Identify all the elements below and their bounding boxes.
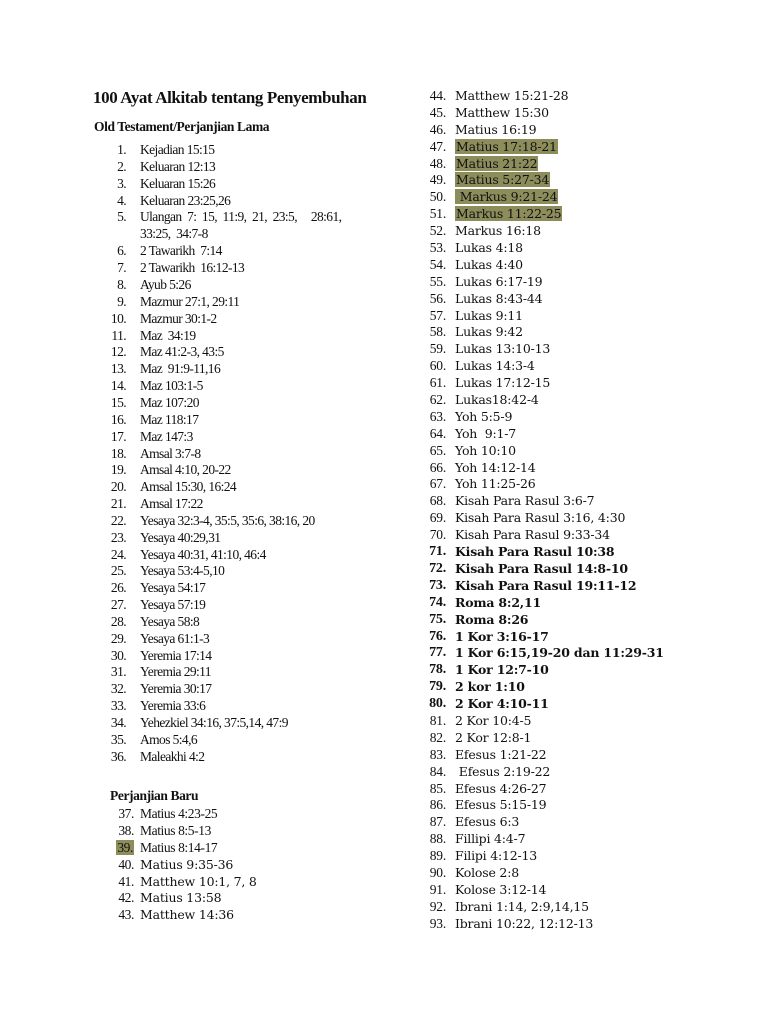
verse-reference: Yeremia 30:17: [140, 681, 212, 697]
item-number: 90.: [429, 864, 446, 880]
item-number: 20.: [110, 479, 126, 495]
old-testament-heading: Old Testament/Perjanjian Lama: [94, 119, 270, 134]
item-number: 74.: [429, 594, 446, 610]
verse-reference: Maz 147:3: [140, 428, 193, 444]
verse-reference: Lukas18:42-4: [455, 392, 539, 408]
item-number: 31.: [110, 664, 126, 680]
item-number: 9.: [117, 293, 126, 309]
verse-reference: Efesus 2:19-22: [455, 763, 551, 779]
item-number: 65.: [429, 442, 446, 458]
verse-reference: Markus 16:18: [455, 223, 541, 239]
verse-reference: Kisah Para Rasul 9:33-34: [455, 527, 610, 543]
verse-reference: Matthew 15:21-28: [455, 88, 569, 103]
verse-reference: Yesaya 57:19: [140, 597, 206, 613]
verse-reference: Lukas 4:18: [455, 240, 523, 256]
item-number: 11.: [111, 327, 126, 343]
verse-reference: Amos 5:4,6: [140, 731, 198, 747]
item-number: 58.: [429, 324, 446, 340]
item-number: 91.: [429, 881, 446, 897]
verse-reference: Mazmur 27:1, 29:11: [140, 293, 240, 309]
verse-reference: 1 Kor 6:15,19-20 dan 11:29-31: [455, 645, 664, 661]
verse-reference: Maz 118:17: [140, 411, 199, 427]
verse-reference: Yeremia 33:6: [140, 698, 206, 714]
verse-reference: 2 Kor 10:4-5: [455, 712, 532, 728]
item-number: 8.: [117, 277, 126, 293]
item-number: 6.: [117, 243, 126, 259]
verse-reference: 2 Tawarikh 16:12-13: [140, 260, 245, 276]
verse-reference: Matius 13:58: [140, 890, 222, 906]
item-number: 14.: [110, 378, 126, 394]
verse-reference: Maz 41:2-3, 43:5: [140, 344, 224, 360]
item-number: 17.: [110, 428, 126, 444]
item-number: 28.: [110, 613, 126, 629]
item-number: 34.: [110, 715, 126, 730]
verse-reference: Efesus 5:15-19: [455, 797, 547, 813]
verse-reference: Matius 4:23-25: [140, 806, 218, 821]
verse-reference: Lukas 17:12-15: [455, 375, 551, 391]
verse-reference: Matius 17:18-21: [456, 138, 557, 154]
new-testament-heading: Perjanjian Baru: [110, 788, 199, 803]
item-number: 51.: [429, 206, 446, 222]
verse-reference: Efesus 4:26-27: [455, 780, 547, 796]
item-number: 75.: [429, 611, 446, 627]
item-number: 83.: [429, 746, 446, 762]
verse-reference: Efesus 1:21-22: [455, 746, 547, 762]
item-number: 24.: [110, 546, 126, 562]
item-number: 15.: [110, 394, 126, 410]
verse-reference: Maleakhi 4:2: [140, 748, 205, 764]
verse-reference: Keluaran 15:26: [140, 175, 216, 191]
item-number: 29.: [110, 630, 126, 646]
item-number: 7.: [117, 260, 126, 276]
verse-reference: Lukas 8:43-44: [455, 290, 543, 306]
item-number: 13.: [110, 361, 126, 377]
verse-reference: Amsal 15:30, 16:24: [140, 479, 237, 495]
verse-reference: Matius 8:14-17: [140, 839, 218, 855]
item-number: 69.: [429, 510, 446, 526]
verse-reference: Maz 34:19: [140, 327, 196, 343]
item-number: 73.: [429, 577, 446, 593]
verse-reference: Lukas 9:11: [455, 307, 523, 323]
item-number: 57.: [429, 307, 446, 323]
item-number: 35.: [110, 731, 126, 747]
item-number: 40.: [118, 856, 134, 872]
verse-reference: Markus 9:21-24: [456, 189, 558, 205]
verse-reference: 1 Kor 12:7-10: [455, 662, 549, 678]
verse-reference: Amsal 17:22: [140, 496, 203, 512]
verse-reference: Yeremia 29:11: [140, 664, 211, 680]
verse-reference: Matthew 10:1, 7, 8: [140, 873, 257, 889]
verse-reference: Lukas 6:17-19: [455, 273, 543, 289]
item-number: 43.: [118, 907, 134, 923]
item-number: 68.: [429, 493, 446, 509]
item-number: 46.: [429, 121, 446, 137]
item-number: 4.: [117, 192, 126, 208]
item-number: 92.: [429, 898, 446, 914]
item-number: 89.: [429, 848, 446, 864]
item-number: 39.: [117, 839, 133, 855]
verse-reference: Ulangan 7: 15, 11:9, 21, 23:5, 28:61,: [140, 209, 342, 225]
verse-reference: Lukas 9:42: [455, 324, 523, 340]
item-number: 93.: [429, 915, 446, 931]
item-number: 66.: [429, 459, 446, 475]
item-number: 41.: [118, 873, 134, 889]
verse-reference: Mazmur 30:1-2: [140, 310, 217, 326]
verse-reference: 1 Kor 3:16-17: [455, 628, 549, 644]
verse-reference: Lukas 4:40: [455, 256, 523, 272]
verse-reference: Amsal 3:7-8: [140, 445, 201, 461]
verse-reference: Keluaran 23:25,26: [140, 192, 231, 208]
verse-reference: Filipi 4:12-13: [455, 848, 538, 864]
item-number: 26.: [110, 580, 126, 596]
item-number: 71.: [429, 544, 446, 560]
verse-reference: Ibrani 10:22, 12:12-13: [455, 915, 594, 931]
verse-reference: Kisah Para Rasul 19:11-12: [455, 577, 637, 593]
verse-reference: Matthew 15:30: [455, 104, 549, 120]
verse-reference: Yesaya 58:8: [140, 613, 200, 629]
item-number: 3.: [117, 175, 126, 191]
verse-reference: Fillipi 4:4-7: [455, 831, 526, 847]
verse-reference: Matius 9:35-36: [140, 856, 234, 872]
item-number: 49.: [429, 172, 446, 188]
item-number: 18.: [110, 445, 126, 461]
item-number: 87.: [429, 814, 446, 830]
item-number: 36.: [110, 748, 126, 764]
item-number: 55.: [429, 273, 446, 289]
verse-reference: Yesaya 40:31, 41:10, 46:4: [140, 546, 266, 562]
verse-reference: Lukas 13:10-13: [455, 341, 551, 357]
item-number: 80.: [429, 696, 446, 712]
verse-reference: Kisah Para Rasul 3:16, 4:30: [455, 510, 626, 526]
item-number: 19.: [110, 462, 126, 478]
item-number: 63.: [429, 408, 446, 424]
verse-reference-continued: 33:25, 34:7-8: [140, 226, 208, 242]
verse-reference: Yesaya 32:3-4, 35:5, 35:6, 38:16, 20: [140, 512, 315, 528]
item-number: 86.: [429, 797, 446, 813]
verse-reference: Maz 103:1-5: [140, 378, 203, 394]
item-number: 16.: [110, 411, 126, 427]
item-number: 88.: [429, 831, 446, 847]
document-title: 100 Ayat Alkitab tentang Penyembuhan: [93, 88, 367, 107]
verse-reference: Kisah Para Rasul 14:8-10: [455, 560, 628, 576]
verse-reference: Yesaya 54:17: [140, 580, 206, 596]
item-number: 76.: [429, 628, 446, 644]
verse-reference: Yoh 9:1-7: [455, 425, 516, 441]
verse-reference: Roma 8:26: [455, 611, 529, 627]
verse-reference: Yehezkiel 34:16, 37:5,14, 47:9: [140, 715, 288, 730]
verse-reference: Kisah Para Rasul 3:6-7: [455, 493, 595, 509]
verse-reference: Amsal 4:10, 20-22: [140, 462, 231, 478]
item-number: 45.: [429, 104, 446, 120]
verse-reference: 2 Kor 12:8-1: [455, 729, 532, 745]
verse-reference: Yeremia 17:14: [140, 647, 212, 663]
verse-reference: Matius 5:27-34: [456, 172, 550, 188]
verse-reference: Kolose 3:12-14: [455, 881, 547, 897]
verse-reference: Kolose 2:8: [455, 864, 519, 880]
verse-reference: Keluaran 12:13: [140, 158, 216, 174]
item-number: 2.: [117, 158, 126, 174]
item-number: 62.: [429, 392, 446, 408]
verse-reference: Matthew 14:36: [140, 907, 234, 923]
item-number: 72.: [429, 560, 446, 576]
item-number: 79.: [429, 679, 446, 695]
verse-reference: Matius 16:19: [455, 121, 537, 137]
item-number: 54.: [429, 256, 446, 272]
item-number: 85.: [429, 780, 446, 796]
verse-reference: Ibrani 1:14, 2:9,14,15: [455, 898, 589, 914]
item-number: 53.: [429, 240, 446, 256]
item-number: 50.: [429, 189, 446, 205]
verse-reference: Markus 11:22-25: [456, 206, 562, 222]
item-number: 52.: [429, 223, 446, 239]
item-number: 12.: [110, 344, 126, 360]
verse-reference: 2 kor 1:10: [455, 679, 525, 695]
item-number: 70.: [429, 527, 446, 543]
item-number: 32.: [110, 681, 126, 697]
item-number: 37.: [118, 806, 134, 821]
item-number: 38.: [118, 822, 134, 838]
item-number: 56.: [429, 290, 446, 306]
item-number: 30.: [110, 647, 126, 663]
item-number: 42.: [118, 890, 134, 906]
item-number: 1.: [117, 142, 126, 157]
verse-reference: Yesaya 40:29,31: [140, 529, 221, 545]
verse-reference: Efesus 6:3: [455, 814, 520, 830]
verse-reference: 2 Tawarikh 7:14: [140, 243, 222, 259]
verse-reference: Yesaya 53:4-5,10: [140, 563, 225, 579]
item-number: 33.: [110, 698, 126, 714]
verse-reference: Kisah Para Rasul 10:38: [455, 544, 615, 560]
verse-reference: Ayub 5:26: [140, 277, 191, 293]
item-number: 60.: [429, 358, 446, 374]
verse-reference: Maz 107:20: [140, 394, 199, 410]
item-number: 27.: [110, 597, 126, 613]
verse-reference: Yoh 10:10: [455, 442, 516, 458]
item-number: 48.: [429, 155, 446, 171]
item-number: 44.: [429, 88, 446, 103]
item-number: 81.: [429, 712, 446, 728]
item-number: 47.: [429, 138, 446, 154]
verse-reference: Roma 8:2,11: [455, 594, 541, 610]
verse-reference: Lukas 14:3-4: [455, 358, 535, 374]
item-number: 77.: [429, 645, 446, 661]
item-number: 84.: [429, 763, 446, 779]
verse-reference: Yoh 11:25-26: [455, 476, 536, 492]
item-number: 22.: [110, 512, 126, 528]
item-number: 64.: [429, 425, 446, 441]
verse-reference: Matius 8:5-13: [140, 822, 211, 838]
item-number: 25.: [110, 563, 126, 579]
verse-reference: 2 Kor 4:10-11: [455, 696, 549, 712]
item-number: 82.: [429, 729, 446, 745]
item-number: 59.: [429, 341, 446, 357]
item-number: 23.: [110, 529, 126, 545]
item-number: 78.: [429, 662, 446, 678]
item-number: 21.: [110, 496, 126, 512]
verse-reference: Yoh 14:12-14: [455, 459, 536, 475]
verse-reference: Yoh 5:5-9: [455, 408, 513, 424]
item-number: 67.: [429, 476, 446, 492]
verse-reference: Yesaya 61:1-3: [140, 630, 210, 646]
item-number: 61.: [429, 375, 446, 391]
verse-reference: Kejadian 15:15: [140, 142, 215, 157]
verse-reference: Matius 21:22: [456, 155, 538, 171]
item-number: 10.: [110, 310, 126, 326]
verse-reference: Maz 91:9-11,16: [140, 361, 221, 377]
item-number: 5.: [117, 209, 126, 225]
